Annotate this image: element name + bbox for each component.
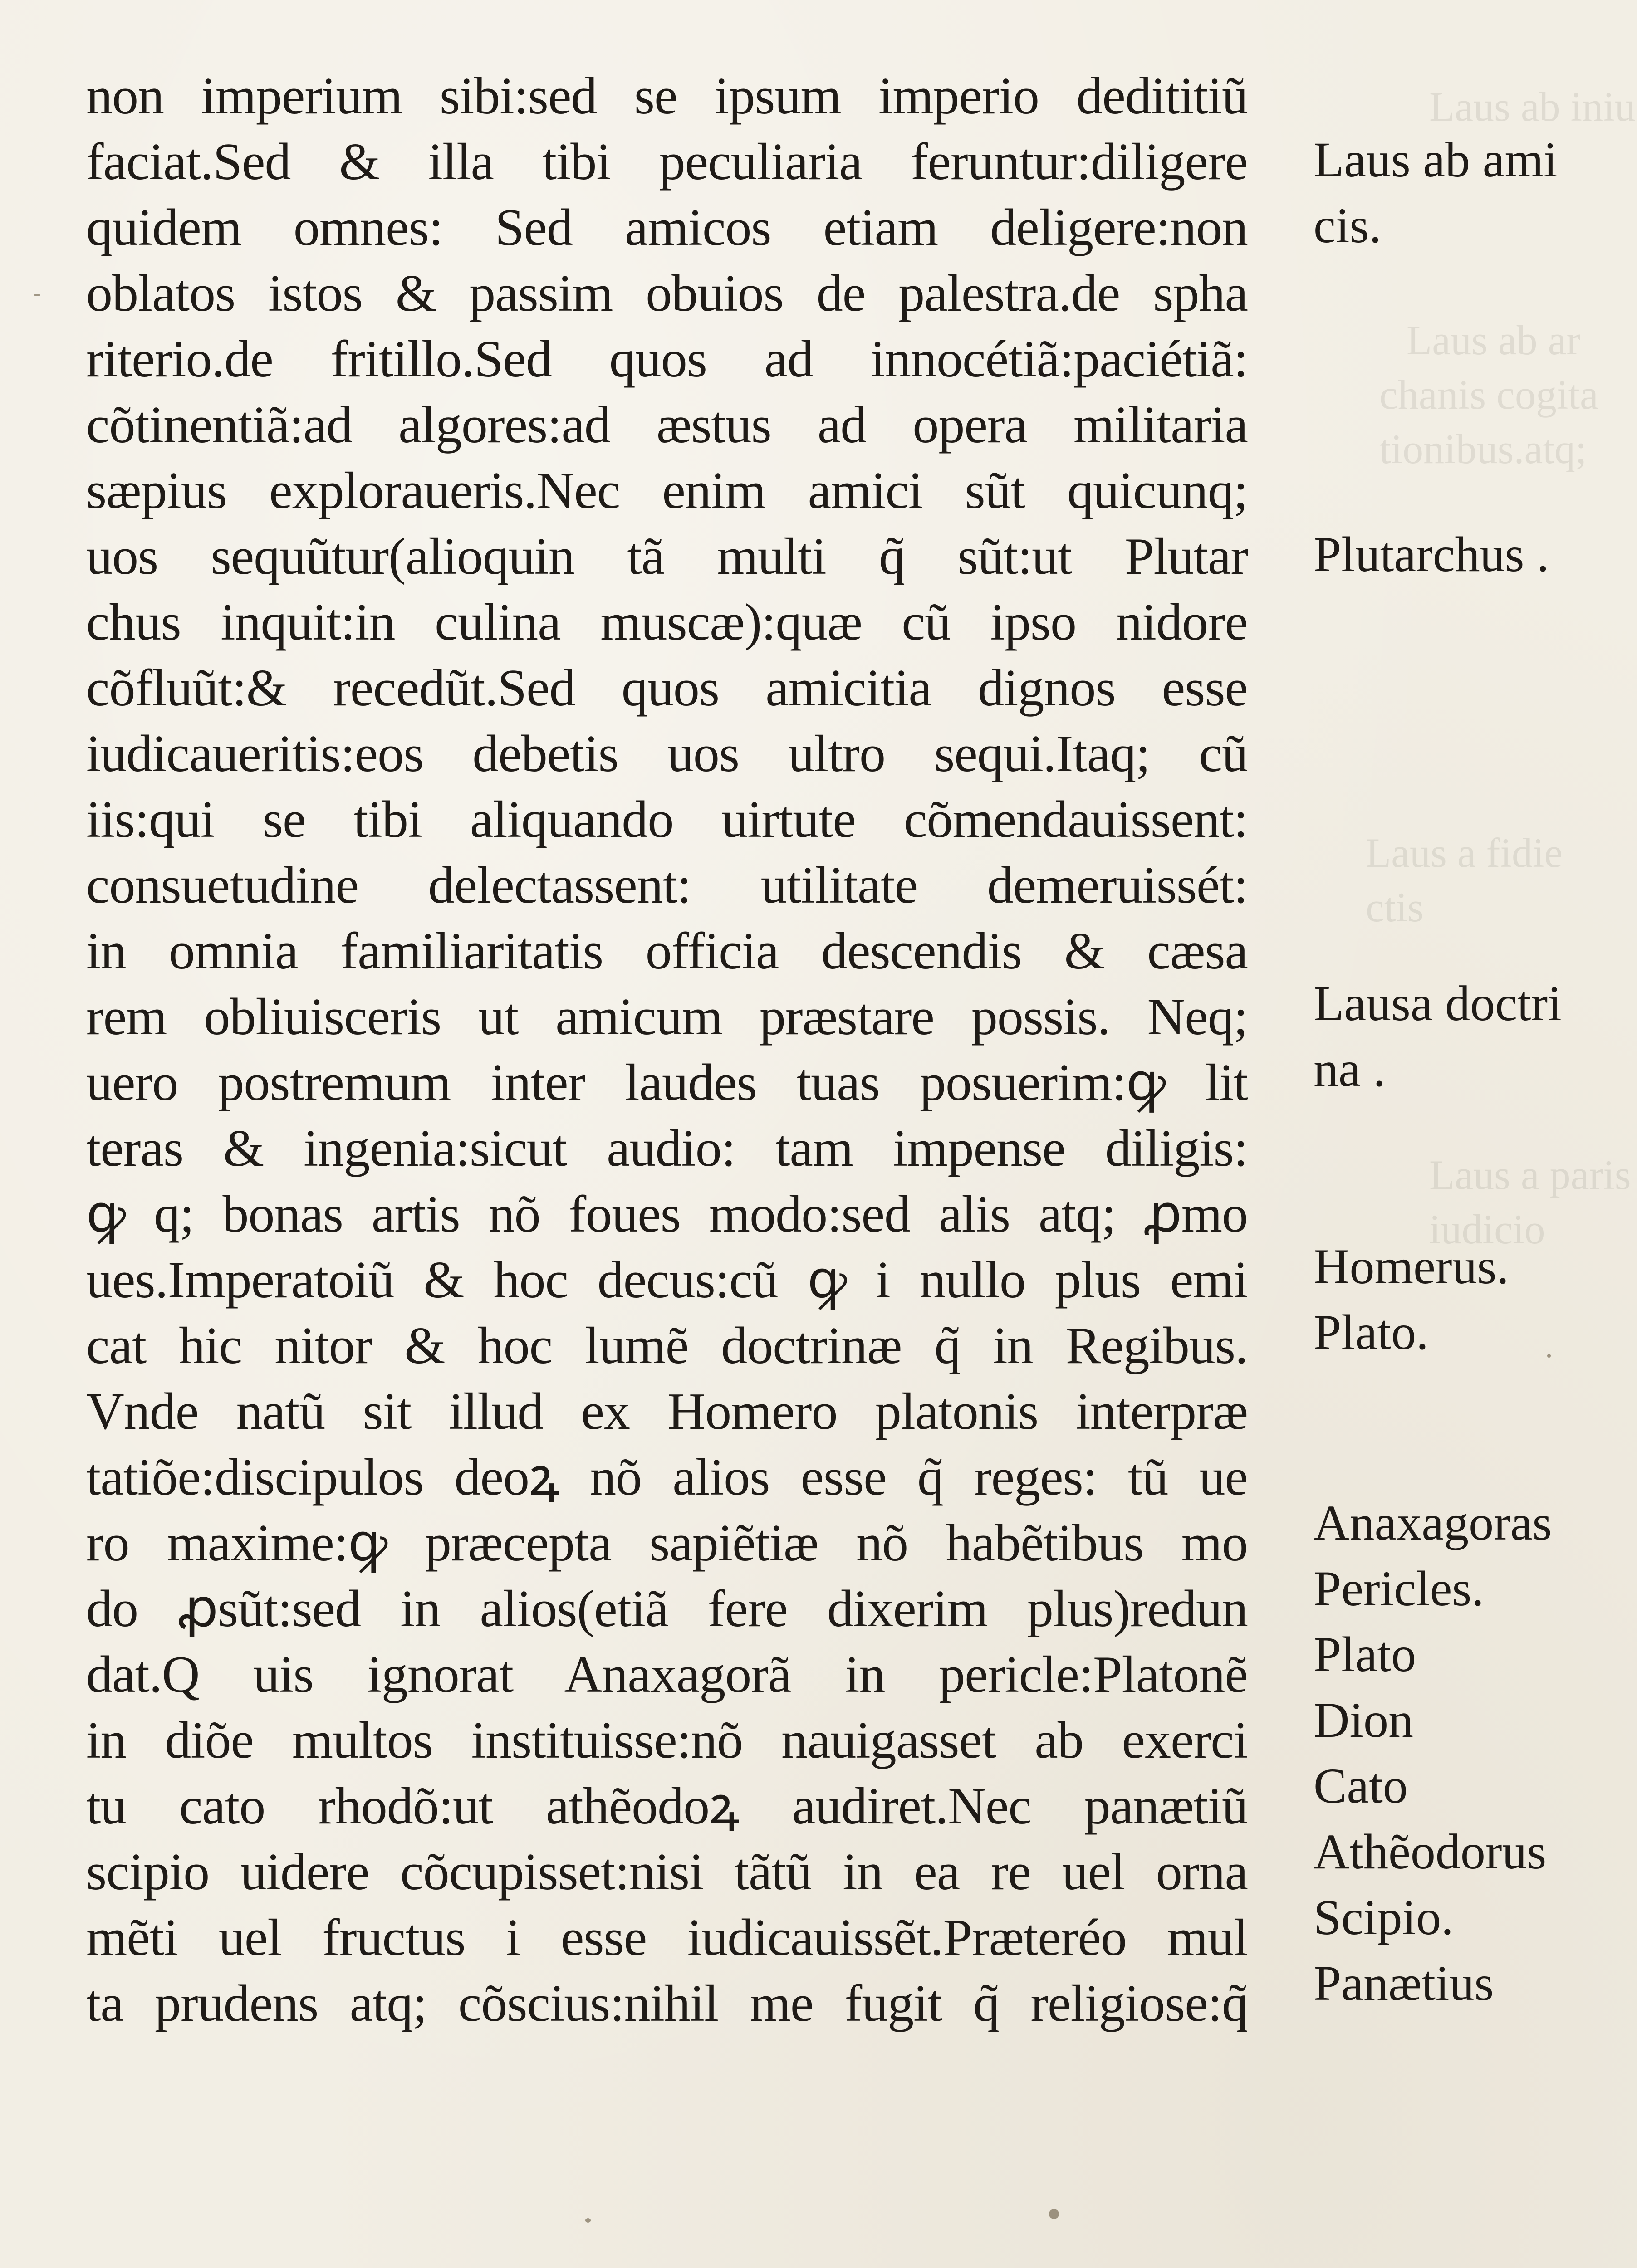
paper-speck xyxy=(1049,2209,1059,2219)
text-line: ta prudens atq; cõscius:nihil me fugit q̃ religiose:q̃ xyxy=(86,1975,1248,2033)
text-line: scipio uidere cõcupisset:nisi tãtũ in ea re uel orna xyxy=(86,1843,1248,1901)
marginal-note-laus-ab-amicis xyxy=(1314,127,1558,259)
note-line: Cato xyxy=(1314,1758,1408,1813)
note-line: Dion xyxy=(1314,1692,1413,1748)
note-line: Plato. xyxy=(1314,1305,1429,1360)
note-line: Laus ab ami xyxy=(1314,132,1558,187)
text-line: cat hic nitor & hoc lumẽ doctrinæ q̃ in Regibus. xyxy=(86,1317,1248,1375)
text-line: rem obliuisceris ut amicum præstare possis. Neq; xyxy=(86,988,1248,1046)
text-line: tatiõe:discipulos deoꝝ nõ alios esse q̃ reges: tũ ue xyxy=(86,1448,1248,1506)
text-line: non imperium sibi:sed se ipsum imperio dedititiũ xyxy=(86,67,1248,125)
show-through-line: tionibus.atq; xyxy=(1379,426,1587,472)
note-line: Lausa doctri xyxy=(1314,976,1562,1031)
show-through-line: iudicio xyxy=(1429,1206,1545,1252)
text-line: iudicaueritis:eos debetis uos ultro sequi.Itaq; cũ xyxy=(86,725,1248,783)
show-through-line: ctis xyxy=(1366,884,1424,930)
note-line: Pericles. xyxy=(1314,1561,1484,1616)
text-line: in diõe multos instituisse:nõ nauigasset ab exerci xyxy=(86,1711,1248,1769)
note-line: Homerus. xyxy=(1314,1239,1509,1294)
text-line: ro maxime:ꝙ præcepta sapiẽtiæ nõ habẽtibus mo xyxy=(86,1514,1248,1572)
show-through-line: chanis cogita xyxy=(1379,371,1598,418)
note-line: Plato xyxy=(1314,1627,1416,1682)
text-line: Vnde natũ sit illud ex Homero platonis interpræ xyxy=(86,1383,1248,1441)
text-line: ꝙ q; bonas artis nõ foues modo:sed alis atq; ꝓmo xyxy=(86,1185,1248,1243)
text-line: sæpius exploraueris.Nec enim amici sũt quicunq; xyxy=(86,462,1248,520)
marginal-note-names-list xyxy=(1314,1490,1552,2016)
note-line: Plutarchus . xyxy=(1314,527,1549,582)
paper-speck xyxy=(585,2218,591,2223)
note-line: Panætius xyxy=(1314,1955,1494,2011)
marginal-notes xyxy=(1314,0,1631,2268)
marginal-note-homerus-plato xyxy=(1314,1234,1509,1365)
show-through-line: Laus ab ar xyxy=(1407,317,1581,363)
text-line: dat.Q uis ignorat Anaxagorã in pericle:Platonẽ xyxy=(86,1646,1248,1704)
note-line: Scipio. xyxy=(1314,1890,1454,1945)
marginal-note-laus-a-doctrina xyxy=(1314,971,1562,1102)
show-through-line: Laus a fidie xyxy=(1366,830,1563,876)
show-through-line: Laus ab iniu xyxy=(1429,83,1636,130)
paper-speck xyxy=(34,294,40,296)
text-line: uero postremum inter laudes tuas posuerim:ꝙ lit xyxy=(86,1054,1248,1112)
text-line: tu cato rhodõ:ut athẽodoꝝ audiret.Nec panætiũ xyxy=(86,1777,1248,1835)
marginal-note-plutarchus xyxy=(1314,522,1549,587)
text-line: riterio.de fritillo.Sed quos ad innocétiã:paciétiã: xyxy=(86,330,1248,388)
text-line: mẽti uel fructus i esse iudicauissẽt.Præteréo mul xyxy=(86,1909,1248,1967)
text-line: cõfluũt:& recedũt.Sed quos amicitia dignos esse xyxy=(86,659,1248,717)
note-line: Anaxagoras xyxy=(1314,1495,1552,1550)
text-line: chus inquit:in culina muscæ):quæ cũ ipso nidore xyxy=(86,593,1248,651)
text-line: oblatos istos & passim obuios de palestra.de spha xyxy=(86,264,1248,323)
show-through-line: Laus a paris xyxy=(1429,1152,1631,1198)
paper-speck xyxy=(1547,1354,1551,1358)
main-text-block xyxy=(86,64,1248,2037)
note-line: na . xyxy=(1314,1041,1386,1097)
text-line: uos sequũtur(alioquin tã multi q̃ sũt:ut Plutar xyxy=(86,528,1248,586)
text-line: faciat.Sed & illa tibi peculiaria feruntur:diligere xyxy=(86,133,1248,191)
text-line: consuetudine delectassent: utilitate demeruissét: xyxy=(86,856,1248,914)
text-line: iis:qui se tibi aliquando uirtute cõmendauissent: xyxy=(86,791,1248,849)
note-line: cis. xyxy=(1314,198,1382,253)
text-line: quidem omnes: Sed amicos etiam deligere:non xyxy=(86,199,1248,257)
text-line: cõtinentiã:ad algores:ad æstus ad opera militaria xyxy=(86,396,1248,454)
text-line: ues.Imperatoiũ & hoc decus:cũ ꝙ i nullo plus emi xyxy=(86,1251,1248,1309)
text-line: teras & ingenia:sicut audio: tam impense diligis: xyxy=(86,1119,1248,1178)
text-line: do ꝓsũt:sed in alios(etiã fere dixerim plus)redun xyxy=(86,1580,1248,1638)
note-line: Athẽodorus xyxy=(1314,1824,1547,1879)
text-line: in omnia familiaritatis officia descendis & cæsa xyxy=(86,922,1248,980)
